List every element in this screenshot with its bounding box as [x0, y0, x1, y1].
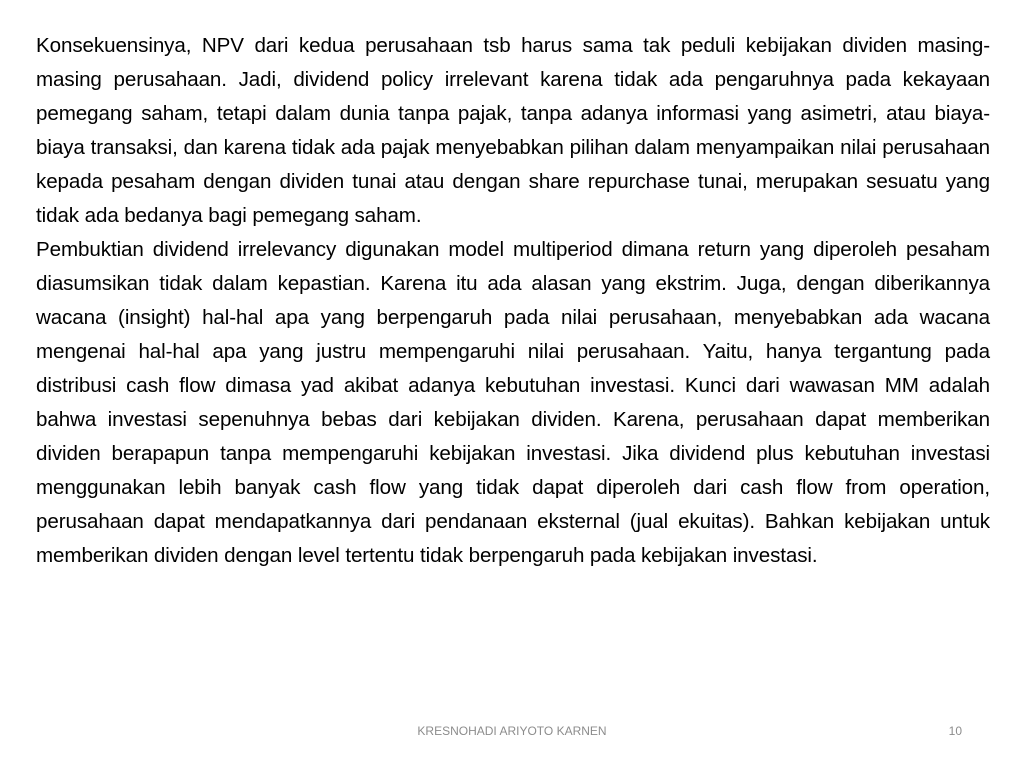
slide-body	[36, 29, 990, 573]
page-number: 10	[948, 724, 962, 738]
paragraph-dividend-irrelevancy-proof: Pembuktian dividend irrelevancy digunakan model multiperiod dimana return yang diperoleh pesaham diasumsikan tidak dalam kepastian. Karena itu ada alasan yang ekstrim. Juga, dengan diberikannya wacana (insight) hal-hal apa yang berpengaruh pada nilai perusahaan, menyebabkan ada wacana mengenai hal-hal apa yang justru mempengaruhi nilai perusahaan. Yaitu, hanya tergantung pada distribusi cash flow dimasa yad akibat adanya kebutuhan investasi. Kunci dari wawasan MM adalah bahwa investasi sepenuhnya bebas dari kebijakan dividen. Karena, perusahaan dapat memberikan dividen berapapun tanpa mempengaruhi kebijakan investasi. Jika dividend plus kebutuhan investasi menggunakan lebih banyak cash flow yang tidak dapat diperoleh dari cash flow from operation, perusahaan dapat mendapatkannya dari pendanaan eksternal (jual ekuitas). Bahkan kebijakan untuk memberikan dividen dengan level tertentu tidak berpengaruh pada kebijakan investasi.	[36, 238, 990, 567]
paragraph-npv-consequence: Konsekuensinya, NPV dari kedua perusahaan tsb harus sama tak peduli kebijakan dividen masing-masing perusahaan. Jadi, dividend policy irrelevant karena tidak ada pengaruhnya pada kekayaan pemegang saham, tetapi dalam dunia tanpa pajak, tanpa adanya informasi yang asimetri, atau biaya-biaya transaksi, dan karena tidak ada pajak menyebabkan pilihan dalam menyampaikan nilai perusahaan kepada pesaham dengan dividen tunai atau dengan share repurchase tunai, merupakan sesuatu yang tidak ada bedanya bagi pemegang saham.	[36, 34, 990, 227]
footer-author: KRESNOHADI ARIYOTO KARNEN	[417, 724, 607, 738]
slide-footer	[0, 724, 1024, 742]
